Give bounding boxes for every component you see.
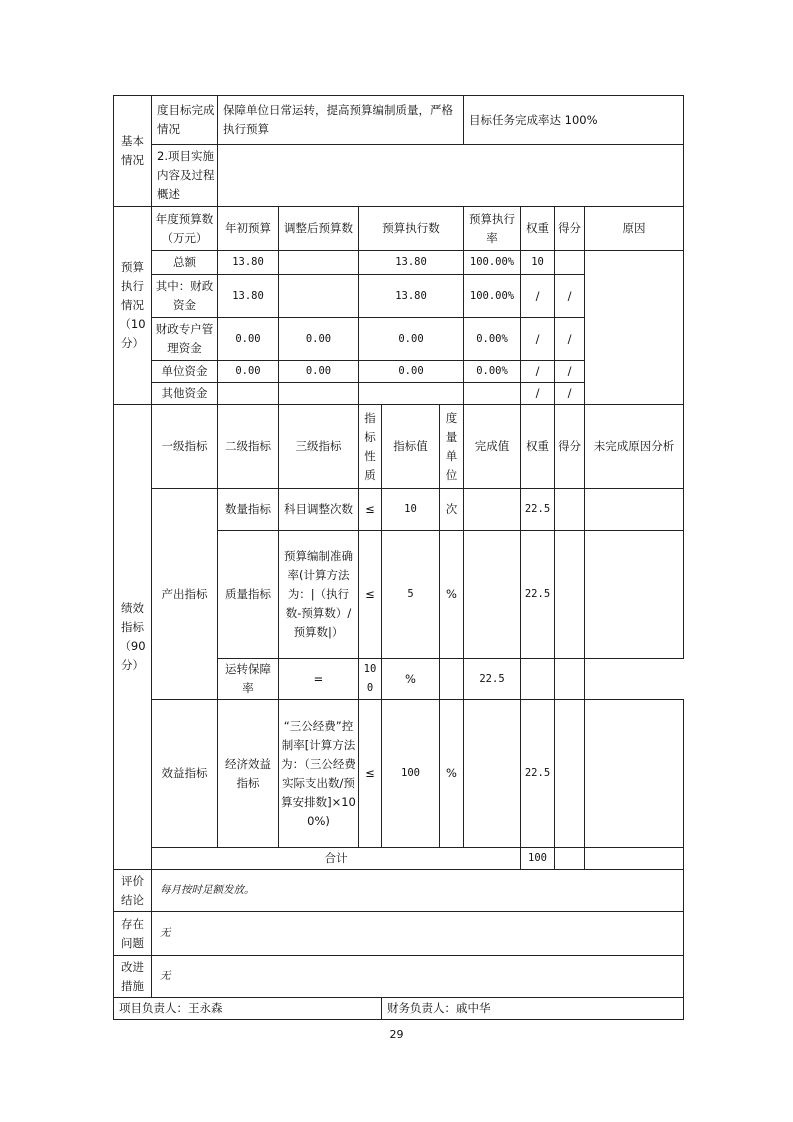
- perf-row-nature: ≤: [359, 531, 382, 659]
- total-weight: 100: [521, 848, 555, 870]
- impl-row: [114, 145, 684, 207]
- perf-row-value: 10: [382, 489, 440, 531]
- budget-row-label: 总额: [152, 251, 218, 275]
- signature-row: [114, 998, 684, 1020]
- budget-header-executed: 预算执行数: [359, 207, 464, 251]
- conclusion-label: 评价结论: [114, 870, 152, 912]
- budget-row-adjusted: [279, 383, 359, 405]
- budget-row-weight: /: [521, 275, 555, 318]
- impl-label: 2.项目实施内容及过程概述: [152, 145, 218, 207]
- perf-row-name: 预算编制准确率(计算方法为：|（执行数-预算数）/预算数|）: [279, 531, 359, 659]
- budget-row-rate: 0.00%: [464, 318, 521, 361]
- budget-row-executed: 0.00: [359, 361, 464, 383]
- budget-row-weight: /: [521, 318, 555, 361]
- budget-row-score: /: [555, 383, 585, 405]
- project-lead: 项目负责人：王永森: [114, 998, 382, 1020]
- perf-row-name: 科目调整次数: [279, 489, 359, 531]
- budget-row-rate: 0.00%: [464, 361, 521, 383]
- perf-row-done: [440, 659, 464, 700]
- budget-row-initial: 13.80: [218, 275, 279, 318]
- goal-result: 目标任务完成率达 100%: [464, 96, 684, 145]
- budget-row-score: [555, 251, 585, 275]
- perf-row-score: [555, 489, 585, 531]
- problems-label: 存在问题: [114, 912, 152, 956]
- economic-indicator-label: 经济效益指标: [218, 700, 279, 848]
- total-label: 合计: [152, 848, 521, 870]
- budget-row-executed: 0.00: [359, 318, 464, 361]
- perf-header-reason: 未完成原因分析: [585, 405, 684, 489]
- goal-row: [114, 96, 684, 145]
- measures-row: [114, 956, 684, 998]
- perf-row-score: [555, 531, 585, 659]
- perf-row-done: [464, 700, 521, 848]
- goal-label: 度目标完成情况: [152, 96, 218, 145]
- goal-text: 保障单位日常运转，提高预算编制质量，严格执行预算: [218, 96, 464, 145]
- benefit-indicator-label: 效益指标: [152, 700, 218, 848]
- perf-header-nature: 指标性质: [359, 405, 382, 489]
- total-row: [114, 848, 684, 870]
- page-number: 29: [389, 1028, 404, 1041]
- perf-row-reason: [585, 700, 684, 848]
- budget-row-rate: [464, 383, 521, 405]
- budget-row-executed: 13.80: [359, 275, 464, 318]
- budget-header-adjusted: 调整后预算数: [279, 207, 359, 251]
- perf-header-level3: 三级指标: [279, 405, 359, 489]
- budget-row-adjusted: 0.00: [279, 318, 359, 361]
- budget-row-score: /: [555, 318, 585, 361]
- perf-row-nature: =: [279, 659, 359, 700]
- measures-label: 改进措施: [114, 956, 152, 998]
- budget-row-initial: 13.80: [218, 251, 279, 275]
- output-indicator-label: 产出指标: [152, 489, 218, 700]
- perf-row-unit: %: [440, 531, 464, 659]
- budget-row-weight: /: [521, 361, 555, 383]
- budget-row-initial: 0.00: [218, 318, 279, 361]
- budget-row-label: 其他资金: [152, 383, 218, 405]
- budget-row-adjusted: 0.00: [279, 361, 359, 383]
- perf-row-done: [464, 489, 521, 531]
- perf-header-unit: 度量单位: [440, 405, 464, 489]
- budget-header-reason: 原因: [585, 207, 684, 251]
- budget-row-rate: 100.00%: [464, 251, 521, 275]
- budget-row: [114, 251, 684, 275]
- perf-row: [114, 489, 684, 531]
- total-reason: [585, 848, 684, 870]
- budget-row-executed: [359, 383, 464, 405]
- perf-row-nature: ≤: [359, 489, 382, 531]
- perf-row-weight: 22.5: [464, 659, 521, 700]
- perf-row-nature: ≤: [359, 700, 382, 848]
- perf-row-unit: %: [440, 700, 464, 848]
- impl-text: [218, 145, 684, 207]
- conclusion-row: [114, 870, 684, 912]
- problems-row: [114, 912, 684, 956]
- budget-row-label: 单位资金: [152, 361, 218, 383]
- budget-row-label: 其中：财政资金: [152, 275, 218, 318]
- perf-row-unit: 次: [440, 489, 464, 531]
- budget-reason-cell: [585, 251, 684, 405]
- budget-section-label: 预算执行情况（10分）: [114, 207, 152, 405]
- finance-lead: 财务负责人：戚中华: [382, 998, 684, 1020]
- perf-row: [114, 700, 684, 848]
- perf-row-unit: %: [382, 659, 440, 700]
- perf-header-row: [114, 405, 684, 489]
- budget-header-score: 得分: [555, 207, 585, 251]
- budget-row-label: 财政专户管理资金: [152, 318, 218, 361]
- budget-row-executed: 13.80: [359, 251, 464, 275]
- perf-header-value: 指标值: [382, 405, 440, 489]
- perf-header-level2: 二级指标: [218, 405, 279, 489]
- perf-row-reason: [585, 489, 684, 531]
- budget-row-initial: [218, 383, 279, 405]
- budget-header-rate: 预算执行率: [464, 207, 521, 251]
- budget-header-annual: 年度预算数（万元）: [152, 207, 218, 251]
- perf-row-score: [521, 659, 555, 700]
- budget-row-score: /: [555, 275, 585, 318]
- budget-row-weight: /: [521, 383, 555, 405]
- budget-header-weight: 权重: [521, 207, 555, 251]
- perf-row-weight: 22.5: [521, 489, 555, 531]
- problems-text: 无: [152, 912, 684, 956]
- perf-header-level1: 一级指标: [152, 405, 218, 489]
- budget-header-initial: 年初预算: [218, 207, 279, 251]
- perf-section-label: 绩效指标（90分）: [114, 405, 152, 870]
- budget-row-weight: 10: [521, 251, 555, 275]
- budget-row-initial: 0.00: [218, 361, 279, 383]
- evaluation-sheet: [113, 95, 683, 1020]
- perf-row-weight: 22.5: [521, 531, 555, 659]
- budget-row-rate: 100.00%: [464, 275, 521, 318]
- perf-row-value: 100: [382, 700, 440, 848]
- budget-header-row: [114, 207, 684, 251]
- budget-row-score: /: [555, 361, 585, 383]
- perf-header-score: 得分: [555, 405, 585, 489]
- perf-row-value: 100: [359, 659, 382, 700]
- perf-row-reason: [555, 659, 585, 700]
- evaluation-table: [113, 95, 684, 1020]
- budget-row-adjusted: [279, 251, 359, 275]
- budget-row-adjusted: [279, 275, 359, 318]
- perf-row-weight: 22.5: [521, 700, 555, 848]
- measures-text: 无: [152, 956, 684, 998]
- basic-section-label: 基本情况: [114, 96, 152, 207]
- perf-row-name: 运转保障率: [218, 659, 279, 700]
- perf-header-done: 完成值: [464, 405, 521, 489]
- perf-row-done: [464, 531, 521, 659]
- perf-row-name: “三公经费”控制率[计算方法为：（三公经费实际支出数/预算安排数]×100%): [279, 700, 359, 848]
- perf-row-reason: [585, 531, 684, 659]
- quality-indicator-label: 质量指标: [218, 531, 279, 659]
- perf-header-weight: 权重: [521, 405, 555, 489]
- perf-row-score: [555, 700, 585, 848]
- conclusion-text: 每月按时足额发放。: [152, 870, 684, 912]
- quantity-indicator-label: 数量指标: [218, 489, 279, 531]
- total-score: [555, 848, 585, 870]
- perf-row-value: 5: [382, 531, 440, 659]
